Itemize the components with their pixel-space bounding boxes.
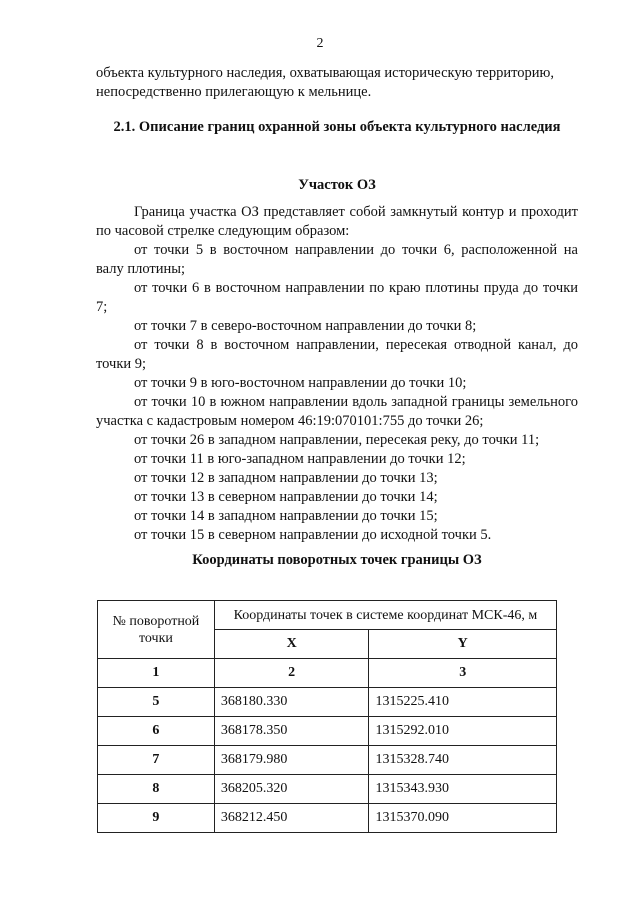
x-value: 368205.320 bbox=[214, 775, 369, 804]
boundary-description bbox=[96, 203, 578, 545]
point-number: 6 bbox=[98, 717, 215, 746]
paragraph: от точки 13 в северном направлении до точки 14; bbox=[134, 489, 438, 505]
paragraph: от точки 9 в юго-восточном направлении до точки 10; bbox=[134, 375, 467, 391]
column-number: 3 bbox=[369, 659, 557, 688]
intro-line: объекта культурного наследия, охватывающая историческую территорию, bbox=[96, 65, 554, 81]
paragraph: от точки 15 в северном направлении до исходной точки 5. bbox=[134, 527, 492, 543]
table-title: Координаты поворотных точек границы ОЗ bbox=[192, 552, 482, 568]
coordinates-table bbox=[97, 600, 557, 833]
point-number: 7 bbox=[98, 746, 215, 775]
header-x: X bbox=[214, 630, 369, 659]
column-number: 1 bbox=[98, 659, 215, 688]
x-value: 368212.450 bbox=[214, 804, 369, 833]
paragraph: от точки 12 в западном направлении до точки 13; bbox=[134, 470, 438, 486]
plot-title: Участок ОЗ bbox=[298, 177, 376, 193]
paragraph: от точки 7 в северо-восточном направлении до точки 8; bbox=[134, 318, 477, 334]
header-y: Y bbox=[369, 630, 557, 659]
paragraph: от точки 8 в восточном направлении, пересекая отводной канал, до точки 9; bbox=[96, 337, 578, 372]
table-row bbox=[98, 688, 557, 717]
paragraph: от точки 6 в восточном направлении по краю плотины пруда до точки 7; bbox=[96, 280, 578, 315]
y-value: 1315343.930 bbox=[369, 775, 557, 804]
paragraph: от точки 10 в южном направлении вдоль западной границы земельного участка с кадастровым номером 46:19:070101:755 до точки 26; bbox=[96, 394, 578, 429]
paragraph: от точки 14 в западном направлении до точки 15; bbox=[134, 508, 438, 524]
page-number: 2 bbox=[316, 36, 324, 51]
header-point: № поворотной точки bbox=[98, 601, 215, 659]
paragraph: от точки 5 в восточном направлении до точки 6, расположенной на валу плотины; bbox=[96, 242, 578, 277]
column-number: 2 bbox=[214, 659, 369, 688]
paragraph: от точки 11 в юго-западном направлении до точки 12; bbox=[134, 451, 466, 467]
intro-text bbox=[96, 64, 578, 102]
table-row bbox=[98, 804, 557, 833]
y-value: 1315292.010 bbox=[369, 717, 557, 746]
intro-line: непосредственно прилегающую к мельнице. bbox=[96, 84, 372, 100]
header-coordinates: Координаты точек в системе координат МСК-46, м bbox=[214, 601, 556, 630]
table-row bbox=[98, 775, 557, 804]
point-number: 8 bbox=[98, 775, 215, 804]
section-title: 2.1. Описание границ охранной зоны объекта культурного наследия bbox=[113, 119, 561, 135]
paragraph: Граница участка ОЗ представляет собой замкнутый контур и проходит по часовой стрелке следующим образом: bbox=[96, 204, 578, 239]
y-value: 1315328.740 bbox=[369, 746, 557, 775]
y-value: 1315225.410 bbox=[369, 688, 557, 717]
table-row bbox=[98, 746, 557, 775]
x-value: 368179.980 bbox=[214, 746, 369, 775]
x-value: 368180.330 bbox=[214, 688, 369, 717]
point-number: 9 bbox=[98, 804, 215, 833]
table-row bbox=[98, 717, 557, 746]
point-number: 5 bbox=[98, 688, 215, 717]
x-value: 368178.350 bbox=[214, 717, 369, 746]
paragraph: от точки 26 в западном направлении, пересекая реку, до точки 11; bbox=[134, 432, 540, 448]
y-value: 1315370.090 bbox=[369, 804, 557, 833]
